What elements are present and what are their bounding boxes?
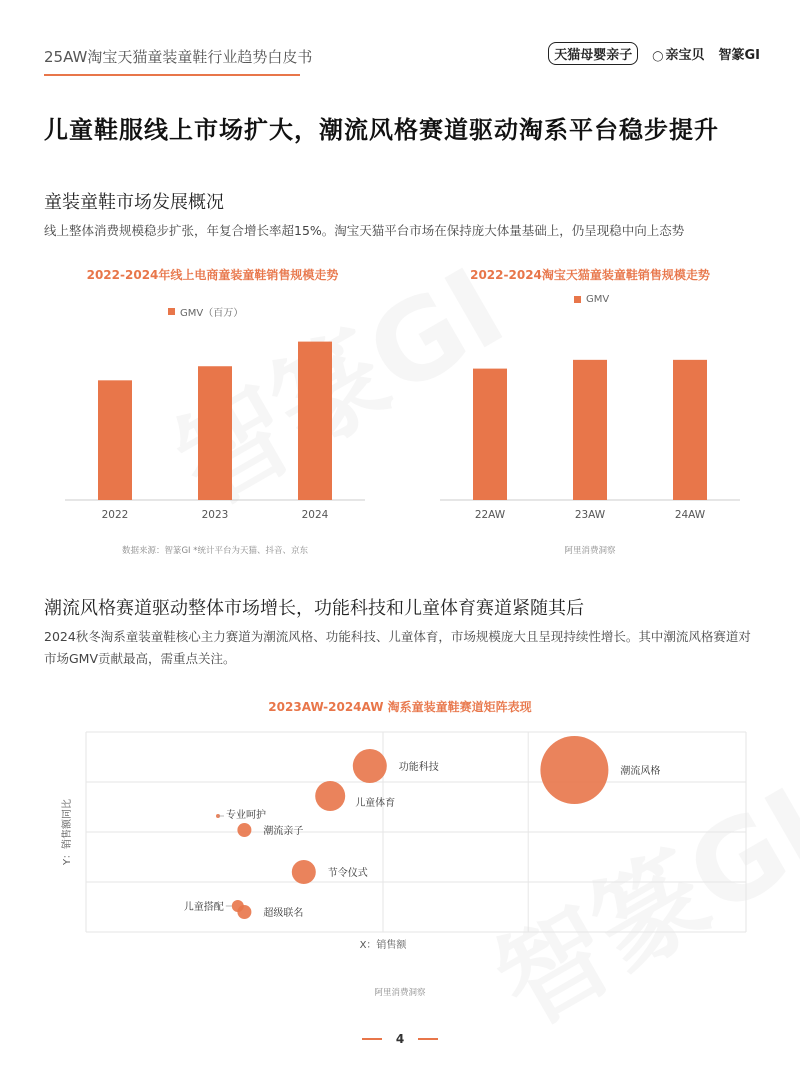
chart3-source: 阿里消费洞察 [374, 988, 426, 998]
bubble-label: 功能科技 [398, 762, 439, 773]
chart3-title: 2023AW-2024AW 淘系童装童鞋赛道矩阵表现 [268, 700, 532, 714]
section2-desc: 2024秋冬淘系童装童鞋核心主力赛道为潮流风格、功能科技、儿童体育，市场规模庞大且呈现持续性增长。其中潮流风格赛道对市场GMV贡献最高，需重点关注。 [44, 629, 751, 666]
bar [673, 360, 707, 500]
x-axis-label: X：销售额 [359, 940, 407, 951]
bar [473, 369, 507, 500]
x-tick-label: 23AW [574, 509, 606, 521]
bubble-label: 潮流风格 [620, 766, 661, 777]
bar [198, 366, 232, 500]
zhizhuan-logo: 智篆GI [718, 48, 760, 63]
section2-title: 潮流风格赛道驱动整体市场增长，功能科技和儿童体育赛道紧随其后 [44, 598, 584, 619]
page-header [0, 0, 800, 90]
bubble [237, 905, 251, 919]
bubble [540, 736, 608, 804]
x-tick-label: 24AW [674, 509, 706, 521]
bubble-label: 儿童搭配 [183, 902, 224, 913]
bubble [237, 823, 251, 837]
footer-line-left [362, 1038, 382, 1040]
chart1-source: 数据来源：智篆GI *统计平台为天猫、抖音、京东 [121, 546, 309, 556]
bubble-label: 儿童体育 [355, 798, 396, 809]
x-tick-label: 22AW [474, 509, 506, 521]
bar [298, 342, 332, 500]
section1-title: 童装童鞋市场发展概况 [44, 192, 224, 213]
logo-group [548, 42, 760, 65]
main-title: 儿童鞋服线上市场扩大，潮流风格赛道驱动淘系平台稳步提升 [44, 116, 719, 144]
bubble-label: 专业呵护 [226, 810, 266, 821]
bubble [292, 860, 316, 884]
report-title: 25AW淘宝天猫童装童鞋行业趋势白皮书 [44, 48, 313, 66]
chart1-bar-chart [50, 300, 380, 530]
page-number: 4 [395, 1032, 405, 1046]
chart3-matrix-chart [56, 720, 756, 960]
qinbaobei-logo: ◯ 亲宝贝 [652, 44, 704, 63]
tmall-logo: 天猫母婴亲子 [548, 42, 638, 65]
chart2-source: 阿里消费洞察 [564, 546, 616, 556]
x-tick-label: 2022 [101, 509, 129, 521]
bubble [353, 749, 387, 783]
header-underline [44, 74, 300, 76]
section1-desc: 线上整体消费规模稳步扩张，年复合增长率超15%。淘宝天猫平台市场在保持庞大体量基础上，仍呈现稳中向上态势 [44, 223, 685, 238]
chart1-legend-label: GMV（百万） [180, 308, 244, 319]
bar [573, 360, 607, 500]
chart2-legend-label: GMV [586, 294, 610, 305]
bubble-label: 超级联名 [263, 908, 304, 919]
page-footer [0, 1032, 800, 1046]
footer-line-right [418, 1038, 438, 1040]
bar [98, 380, 132, 500]
chart1-title: 2022-2024年线上电商童装童鞋销售规模走势 [86, 268, 339, 282]
bubble-label: 潮流亲子 [263, 826, 304, 837]
chart2-bar-chart [430, 300, 750, 530]
bubble [315, 781, 345, 811]
x-tick-label: 2024 [301, 509, 329, 521]
x-tick-label: 2023 [201, 509, 229, 521]
y-axis-label: Y：销售额同比 [62, 798, 73, 866]
chart2-title: 2022-2024淘宝天猫童装童鞋销售规模走势 [470, 268, 710, 282]
bubble-label: 节令仪式 [327, 868, 368, 879]
